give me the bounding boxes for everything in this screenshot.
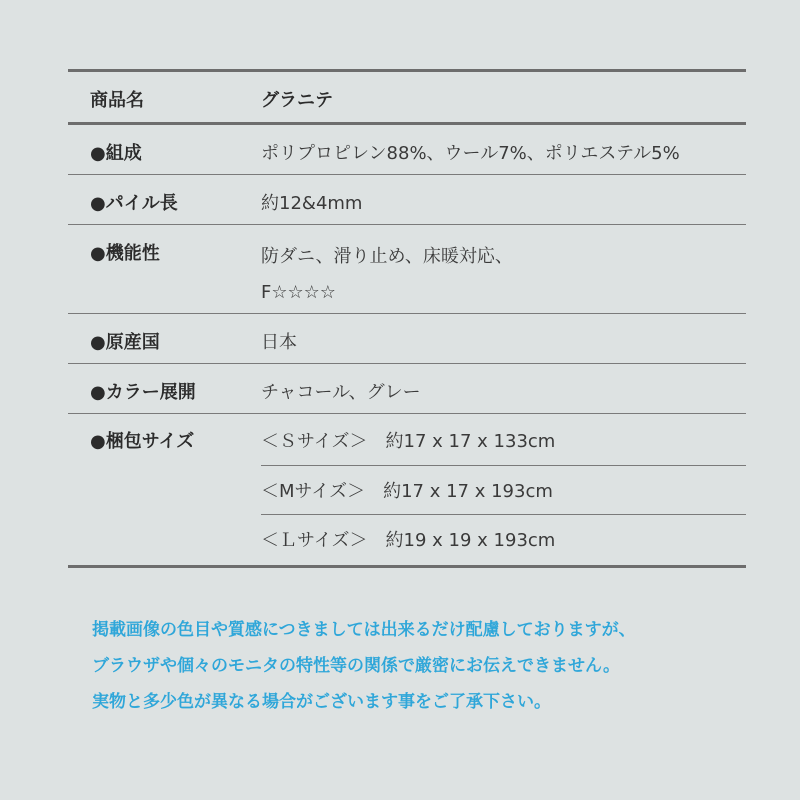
pile-length-label: ●パイル長	[90, 193, 178, 214]
function-line: F☆☆☆☆	[261, 282, 336, 303]
composition-value: ポリプロピレン88%、ウール7%、ポリエステル5%	[261, 143, 680, 164]
disclaimer-line: ブラウザや個々のモニタの特性等の関係で厳密にお伝えできません。	[92, 656, 621, 676]
spec-table	[68, 69, 746, 568]
row-product-name	[68, 72, 746, 122]
disclaimer-line: 実物と多少色が異なる場合がございます事をご了承下さい。	[92, 692, 551, 712]
product-name-value: グラニテ	[261, 90, 333, 111]
origin-label: ●原産国	[90, 332, 160, 353]
function-line: 防ダニ、滑り止め、床暖対応、	[261, 246, 513, 267]
package-size-label: ●梱包サイズ	[90, 431, 195, 452]
origin-value: 日本	[261, 332, 297, 353]
row-function	[68, 225, 746, 313]
table-bottom-rule	[68, 565, 746, 568]
package-divider	[261, 514, 746, 515]
function-label: ●機能性	[90, 243, 160, 264]
package-size-s: ＜Ｓサイズ＞ 約17 x 17 x 133cm	[261, 431, 556, 452]
disclaimer-line: 掲載画像の色目や質感につきましては出来るだけ配慮しておりますが、	[92, 620, 636, 640]
row-package-size	[68, 414, 746, 565]
function-value	[261, 239, 513, 311]
color-disclaimer	[92, 612, 732, 720]
row-origin	[68, 314, 746, 363]
pile-length-value: 約12&4mm	[261, 193, 363, 214]
row-colors	[68, 364, 746, 413]
colors-value: チャコール、グレー	[261, 382, 421, 403]
row-pile-length	[68, 175, 746, 224]
package-divider	[261, 465, 746, 466]
package-size-l: ＜Ｌサイズ＞ 約19 x 19 x 193cm	[261, 530, 556, 551]
colors-label: ●カラー展開	[90, 382, 196, 403]
product-name-label: 商品名	[90, 90, 144, 111]
package-size-m: ＜Mサイズ＞ 約17 x 17 x 193cm	[261, 481, 553, 502]
composition-label: ●組成	[90, 143, 142, 164]
row-composition	[68, 125, 746, 174]
